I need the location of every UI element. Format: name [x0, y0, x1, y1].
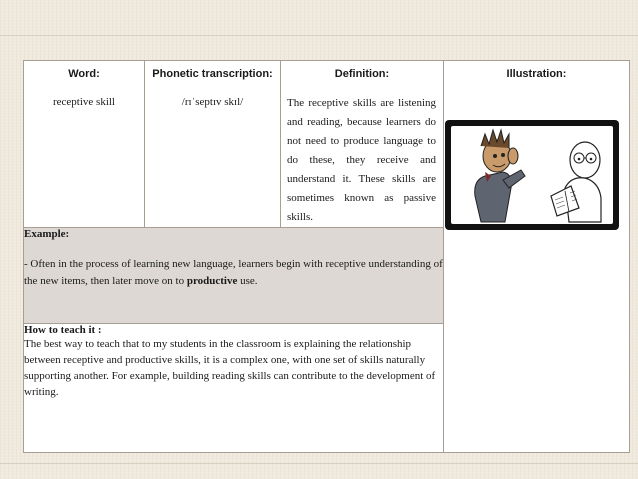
howto-text: The best way to teach that to my students in the classroom is explaining the relationship between receptive and productive skills, it is a complex one, with one set of skills naturally supporting another. For example, building reading skills can contribute to the development of writing.	[24, 338, 436, 398]
word-value: receptive skill	[52, 96, 115, 108]
phonetic-value: /rɪˈseptɪv skɪl/	[181, 96, 244, 108]
reader-figure-icon	[551, 142, 601, 222]
definition-text: The receptive skills are listening and reading, because learners do not need to produce language to do these, they receive and understand it. These skills are sometimes known as passive skills.	[287, 97, 436, 223]
word-header: Word:	[68, 68, 100, 80]
example-text	[24, 256, 443, 290]
phonetic-cell	[145, 61, 281, 228]
phonetic-header: Phonetic transcription:	[152, 68, 273, 80]
howto-header: How to teach it :	[24, 324, 102, 336]
example-bold-word: productive	[186, 275, 238, 287]
frame-line-bottom	[0, 463, 638, 464]
example-text-after: use.	[237, 275, 258, 287]
cartoon-reading-listening-icon	[451, 126, 613, 224]
example-text-before: - Often in the process of learning new language, learners begin with receptive understanding of the new items, then later move on to	[24, 258, 443, 287]
illustration-image	[451, 126, 613, 224]
word-card-table	[23, 60, 630, 453]
howto-cell	[24, 324, 444, 453]
listener-figure-icon	[475, 130, 525, 222]
frame-line-top	[0, 35, 638, 36]
definition-cell	[281, 61, 444, 228]
example-cell	[24, 228, 444, 324]
illustration-frame	[445, 120, 619, 230]
illustration-header: Illustration:	[506, 68, 567, 80]
definition-header: Definition:	[334, 68, 390, 80]
example-header: Example:	[24, 228, 70, 240]
word-cell	[24, 61, 145, 228]
